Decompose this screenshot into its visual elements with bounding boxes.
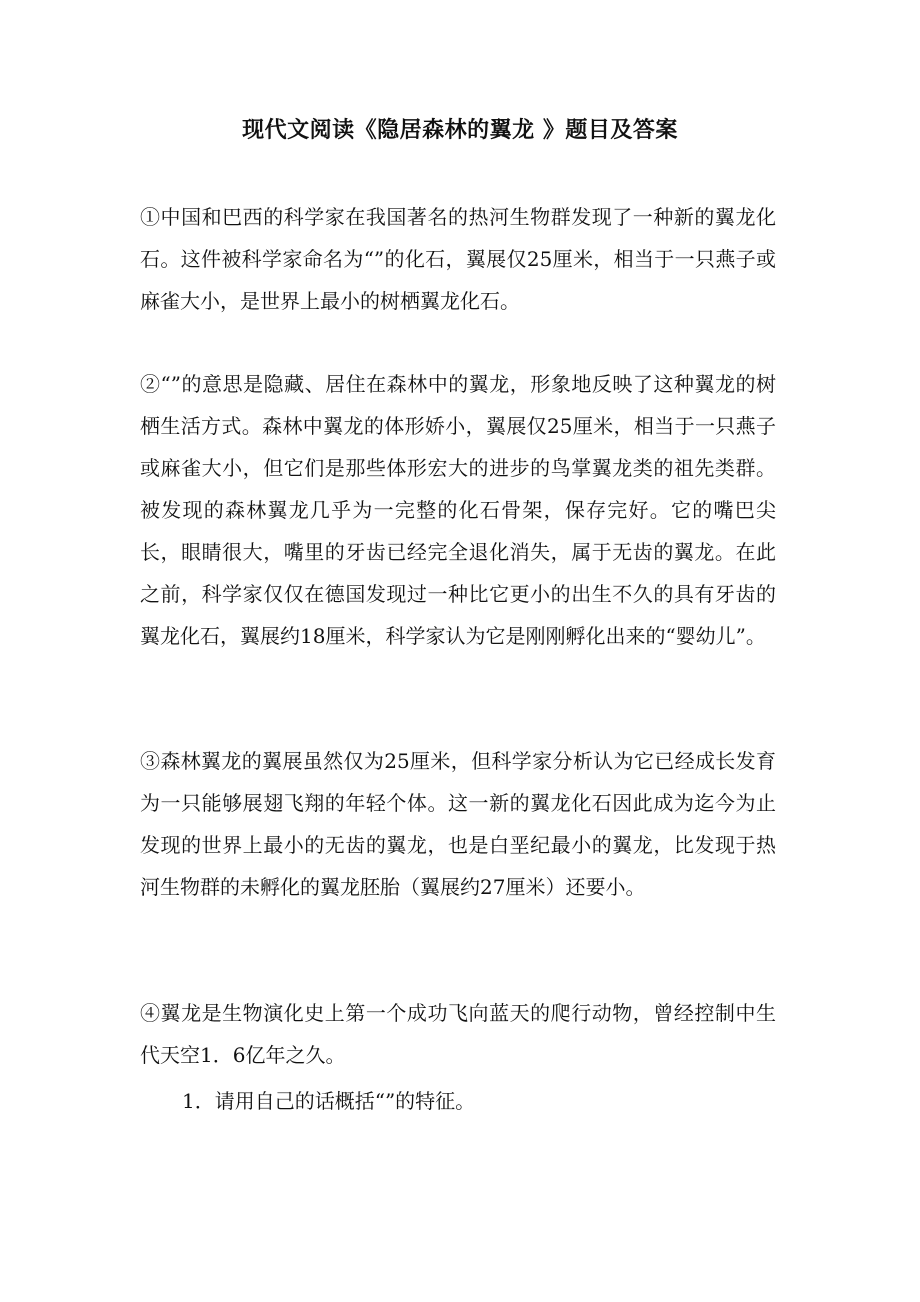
paragraph-3: ③森林翼龙的翼展虽然仅为25厘米，但科学家分析认为它已经成长发育为一只能够展翅飞翔的年轻个体。这一新的翼龙化石因此成为迄今为止发现的世界上最小的无齿的翼龙，也是白垩纪最小的翼龙，比发现于热河生物群的未孵化的翼龙胚胎（翼展约27厘米）还要小。	[140, 749, 776, 899]
paragraph-4: ④翼龙是生物演化史上第一个成功飞向蓝天的爬行动物，曾经控制中生代天空1．6亿年之久。	[140, 1001, 776, 1067]
page-title: 现代文阅读《隐居森林的翼龙 》题目及答案	[242, 117, 678, 143]
question-1: 1．请用自己的话概括“”的特征。	[182, 1089, 476, 1113]
paragraph-2: ②“”的意思是隐藏、居住在森林中的翼龙，形象地反映了这种翼龙的树栖生活方式。森林中翼龙的体形娇小，翼展仅25厘米，相当于一只燕子或麻雀大小，但它们是那些体形宏大的进步的鸟掌翼龙类的祖先类群。被发现的森林翼龙几乎为一完整的化石骨架，保存完好。它的嘴巴尖长，眼睛很大，嘴里的牙齿已经完全退化消失，属于无齿的翼龙。在此之前，科学家仅仅在德国发现过一种比它更小的出生不久的具有牙齿的翼龙化石，翼展约18厘米，科学家认为它是刚刚孵化出来的“婴幼儿”。	[140, 372, 776, 648]
paragraph-1: ①中国和巴西的科学家在我国著名的热河生物群发现了一种新的翼龙化石。这件被科学家命名为“”的化石，翼展仅25厘米，相当于一只燕子或麻雀大小，是世界上最小的树栖翼龙化石。	[140, 205, 776, 313]
